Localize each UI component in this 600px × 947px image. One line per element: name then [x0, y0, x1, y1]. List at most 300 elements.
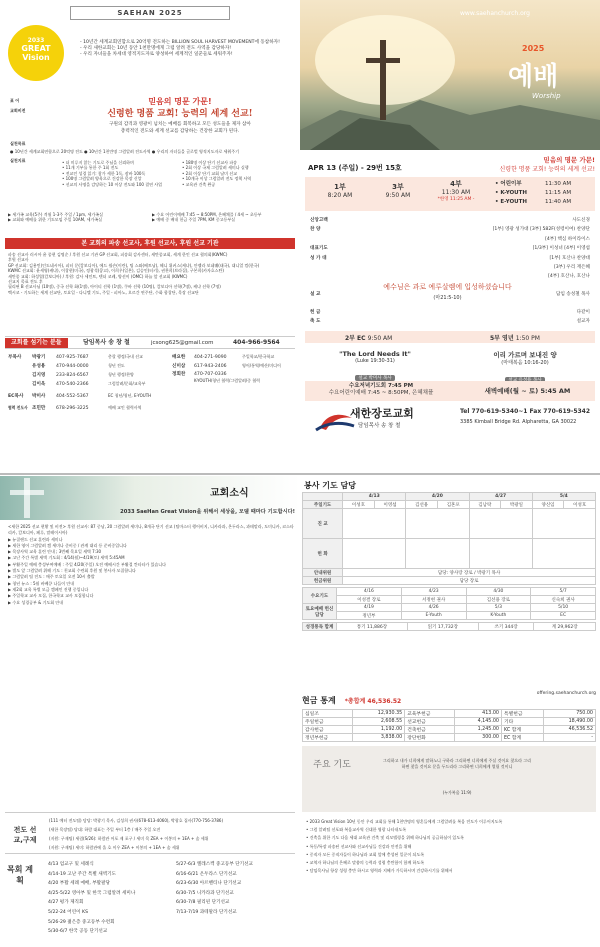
order-label: 찬 양 — [310, 227, 321, 233]
youth-name: 정년부 — [337, 612, 402, 620]
vision-badge — [8, 25, 64, 81]
sub-sermon-ref: (마태복음 10:16-20) — [501, 360, 549, 366]
back-left-panel — [0, 476, 300, 947]
fin-label: EC 합계 — [501, 734, 543, 742]
wed-bar — [305, 381, 595, 401]
fin-value: 300.00 — [455, 734, 502, 742]
staff-note: 청년 행정/찬양 — [108, 372, 134, 377]
service2-name: 2부 EC — [345, 335, 366, 342]
side-label: 실천목표 — [10, 141, 26, 146]
plan-item: 5/22-24 어린이 KS — [48, 909, 88, 915]
mission-line: 새만종 교회: 하성열(캄보디아) / 후원: 감사 세인트, 텐더 코레, 양선이 (OMC) 하늘 앞 선교회 (KWMC) — [8, 273, 188, 279]
fin-label: 특별헌금 — [501, 710, 543, 718]
summary-value: 통기 11,886장 — [337, 623, 408, 631]
slogan1: 믿음의 명문 가문! — [543, 156, 595, 164]
youth-row — [495, 198, 593, 207]
fin-label: 기타 — [501, 718, 543, 726]
contact-email[interactable]: jcsong625@gmail.com — [151, 340, 214, 346]
fin-label: 감사헌금 — [303, 726, 353, 734]
service-time: 8:20 AM — [327, 192, 353, 199]
mission-line: 선교지 목표 전도 후 — [8, 279, 43, 285]
youth-name: • E-YOUTH — [495, 199, 527, 205]
staff-row — [8, 354, 168, 363]
staff-name: 유성용 — [32, 364, 46, 369]
staff-note: 영어/통역/예산/미디어 — [242, 363, 281, 368]
plan-item: 4/13 엄교구 및 세례식 — [48, 862, 94, 867]
youth-time: 11:40 AM — [545, 199, 572, 205]
staff-name: 김지영 — [32, 373, 46, 378]
service-1 — [325, 182, 355, 199]
prayer-box-title: 주요 기도 — [313, 760, 351, 770]
prayer-cell: 담당 장로 — [343, 577, 596, 585]
church-address: 3385 Kimball Bridge Rd. Alpharetta, GA 30022 — [460, 419, 577, 425]
plan-item: 6/16-6/21 온두라스 단기선교 — [176, 871, 237, 877]
youth-date: 5/10 — [531, 604, 596, 612]
fin-value: 46,536.52 — [543, 726, 595, 734]
bullet: ▶ 교회와 예배를 위한 기도모임 주일 10AM, 세가족실 — [8, 217, 103, 223]
news-title: 교회소식 — [210, 488, 249, 499]
prayer-cell: 이성호 — [343, 501, 375, 509]
fin-value: 2,608.55 — [352, 718, 404, 726]
service2-1 — [490, 333, 540, 342]
cover-image — [300, 0, 600, 150]
news-item: ▶ 목장사역 교육 훈련 안내 ; 3번째 목요일 새벽 7:30 — [8, 549, 102, 555]
bullet: ▶ 세가족 교육(5주) 격월 1-3주 주일 / 1pm, 세가족실 — [8, 212, 104, 217]
prayer-cell — [469, 509, 532, 539]
mission-line: 파송 선교사 러시아 윤 종현 김명순 / 후원 선교 기관 GP 선교회, 피송회 감사센터, 새만종교회, 세계 한인 선교 협의회(KWMC) — [8, 252, 228, 257]
prayer-title: 봉사 기도 담당 — [304, 481, 356, 490]
finance-section — [302, 688, 596, 742]
plan-item: 4/27 평가 제직회 — [48, 900, 84, 906]
sched-item: (지원: 구재팀) 세림(S/26): 하람관 어포 제 포구 / 세미 목 ZEA + 이봉의 + 1EA + 솜 세위 — [49, 836, 209, 841]
cover-year: 2025 — [522, 44, 545, 53]
order-value: 다같이 — [576, 310, 590, 315]
wed-date: 4/16 — [337, 588, 402, 596]
sched-title: 전도 선교,구제 — [13, 826, 37, 844]
wed-name: 김선용 장로 — [466, 596, 531, 604]
practice-item: • 180명 이상 단기 선교사 파송 — [182, 160, 237, 165]
order-value: [1부] 영광 성가대 [3부] 582F(성령이여) 찬양단 — [492, 227, 590, 233]
plan-item: 5/26-29 젊은층 중고등부 수련회 — [48, 919, 115, 925]
fin-value: 12,930.35 — [352, 710, 404, 718]
mission-line: 후원 선교사 — [8, 257, 29, 263]
order-label: 대표기도 — [310, 246, 328, 252]
finance-title: 현금 통계 — [302, 696, 336, 705]
reading-right — [176, 860, 296, 918]
header-title: SAEHAN 2025 — [70, 6, 230, 20]
wed-prayer-dates — [303, 588, 596, 596]
vision-line1: GREAT — [21, 44, 51, 53]
prayer-row-label: 헌금위원 — [303, 577, 343, 585]
wed-name: 이성결 장로 — [337, 596, 402, 604]
side-label: 표 어 — [10, 98, 20, 103]
back-right-panel — [302, 478, 596, 947]
prayer-point: • 교역자 하나님의 은혜로 말씀의 능력과 성령 충만함이 함께 하도록 — [306, 860, 425, 866]
staff-phone[interactable]: 404-552-5367 — [56, 394, 89, 399]
sched-item: (111 예터 전도팀) 담당: 박광기 목사, 김성희 권사(678-613-4060), 박광호 집사(770-756-3786) — [49, 818, 224, 823]
prayer-cell: 김남락 — [469, 501, 501, 509]
summary-label: 성경통독 합계 — [303, 623, 337, 631]
prayer-row-label: 주일기도 — [303, 501, 343, 509]
front-left-panel — [0, 0, 300, 470]
fin-value: - — [543, 734, 595, 742]
service2-0 — [345, 333, 392, 342]
staff-phone[interactable]: 678-296-3225 — [56, 406, 89, 411]
church-pastor: 담임목사 송 창 철 — [358, 423, 401, 429]
vision-point: - 10년간 세계교회연합으로 20억명 전도하는 BILLION SOUL HARVEST MOVEMENT에 동참하자! — [80, 40, 280, 45]
staff-note: 주일학교/한국학교 — [242, 354, 275, 359]
mission-line: KWMC 선교회: 윤세영(케냐), 이창현(미국), 정광석(콩고), 이희우(일본), 김승인(터키), 권찬희(브라질), 구본희(카자흐스탄) — [8, 268, 224, 274]
practice-item: • 선교의 사명을 감당하는 10 이상 전도와 100 결연 사업 — [62, 181, 162, 187]
wed-name: 신숙희 권사 — [531, 596, 596, 604]
staff-row — [172, 354, 297, 363]
wed-left — [311, 383, 451, 397]
church-tel[interactable]: Tel 770-619-5340~1 Fax 770-619-5342 — [460, 408, 591, 415]
reading-title: 목회 계획 — [7, 865, 33, 885]
prayer-box-text: 그리하고 내가 너희에게 말하노니 구하라 그리하면 너희에게 주실 것이요 찾으라 그리하면 찾을 것이요 문을 두드리라 그리하면 너희에게 열릴 것이니 — [383, 758, 531, 769]
plan-item: 6/30-7/8 필리핀 단기선교 — [176, 900, 230, 906]
prayer-date: 5/4 — [532, 493, 595, 501]
youth-services — [495, 180, 593, 207]
staff-note: EC 청년/청년, E-YOUTH — [108, 393, 152, 398]
sub-sermon-1 — [310, 350, 440, 383]
worship-order-2 — [310, 308, 590, 327]
mission-line: 필리핀 B 선교사님 (10명), 중국 선학 화(1명), 아이티 선학 (1명), 쿠바 선학 (10명), 캄보디아 선학(7명), 케냐 선학 (7명) — [8, 284, 221, 290]
practice-item: • 교육관 건축 완공 — [182, 181, 216, 187]
staff-name: 박광기 — [32, 355, 46, 360]
fin-value: 18,490.00 — [543, 718, 595, 726]
summary-value: 읽기 17,732장 — [407, 623, 478, 631]
summary-value: 계 29,962장 — [534, 623, 596, 631]
staff-note: 청년 전도 — [108, 363, 125, 368]
mission-line: GP 선교회: 김용민(인도네시아), 피터 문(캄보디아), 에드 윌슨(이란), 팀 스와(베트남), 헤니 위커스(케냐), 안젤라 보네퀘(태국), 대니얼 킴(한국) — [8, 262, 260, 268]
plan-item: 6/30-7/5 니카라과 단기선교 — [176, 890, 234, 896]
prayer-cell: 박광일 — [501, 501, 533, 509]
staff-note: K-YOUTH/청년 협력/그럼알려/중 협력 — [194, 378, 261, 383]
news-sub: 2033 SaeHan Great Vision을 위해서 세상을, 모델 때마다 기도합시다! — [120, 509, 295, 515]
staff-role: EC목사 — [8, 394, 24, 399]
staff-phone[interactable]: 404-271-9090 — [194, 355, 227, 360]
prayer-cell — [406, 539, 469, 569]
prayer-date: 4/13 — [343, 493, 406, 501]
wed-date: 5/7 — [531, 588, 596, 596]
banner-line2: 신령한 명품 교회! 능력의 세계 선교! — [107, 109, 253, 119]
order-row — [310, 263, 590, 272]
youth-name: K-Youth — [466, 612, 531, 620]
staff-name: 김이욱 — [32, 382, 46, 387]
news-list — [8, 524, 295, 606]
order-row — [310, 216, 590, 225]
corner-cell — [303, 493, 343, 501]
prayer-date: 4/27 — [469, 493, 532, 501]
cover-sub: Worship — [532, 92, 561, 100]
youth-name: • 어린이부 — [495, 181, 522, 187]
news-item: ▶ 제2회 교육 특별 모금 캠페인 진행 중입니다 — [8, 586, 89, 592]
finance-row — [303, 718, 596, 726]
wed-prayer-names — [303, 596, 596, 604]
prayer-point: • 담임목사님 항상 성령 충만 하시고 영력과 지혜가 가득하시며 건강하시기를 위해서 — [306, 868, 453, 874]
mission-title: 본 교회의 파송 선교사, 후원 선교사, 후원 선교 기관 — [5, 238, 295, 249]
wed-date: 4/30 — [466, 588, 531, 596]
staff-note: 예배 교인 협력사역 — [108, 405, 142, 410]
prayer-cell: 담당: 양사랑 장로 / 박광기 목사 — [343, 569, 596, 577]
service-date: APR 13 (주일) - 29번 15호 — [308, 164, 402, 172]
finance-row — [303, 734, 596, 742]
order-label: 신앙고백 — [310, 218, 328, 223]
plan-item: 5/27-6/3 엘레스켁 중고등부 단기선교 — [176, 862, 253, 867]
youth-row — [495, 189, 593, 198]
youth-name: • K-YOUTH — [495, 190, 527, 196]
plan-item: 5/30-6/7 한국 공동 단기선교 — [48, 929, 108, 935]
prayer-cell — [532, 539, 595, 569]
prayer-box-ref: (누가복음 11:9) — [442, 790, 472, 795]
prayer-row — [303, 577, 596, 585]
staff-name: 배요한 — [172, 355, 186, 360]
vision-point: - 우리 새한교회는 10년 동안 1천만명에게 그럼 알려 전도 사역을 감당하자! — [80, 46, 232, 51]
order-value: [1/3부] 이성녀 [4부] 이영섭 — [532, 246, 590, 252]
sermon-quote: 예수님은 과로 예루살렘에 입성하셨습니다 — [383, 283, 512, 291]
service-time: 11:30 AM — [441, 189, 471, 196]
prayer-row-label: 헌 화 — [303, 539, 343, 569]
fin-label: KC 합계 — [501, 726, 543, 734]
staff-row — [8, 381, 168, 390]
order-row — [310, 244, 590, 253]
fin-label: 장단헌화 — [405, 734, 455, 742]
youth-date: 5/3 — [466, 604, 531, 612]
staff-phone[interactable]: 470-540-2366 — [56, 382, 89, 387]
bullets-left — [8, 212, 148, 223]
fin-label: 주일헌금 — [303, 718, 353, 726]
summary-row — [303, 623, 596, 631]
prayer-point: • 건축을 위한 기도 다음 세대 교육관 건축 및 리모델링을 위해 하나님의 공급하심이 있도록 — [306, 835, 464, 841]
order-row — [310, 235, 590, 244]
news-item: ▶ 청년 뉴스 : 5월 바베큐 나들이 안내 — [8, 580, 75, 586]
sub-sermon-preacher: 설교 박미사 목사 — [355, 375, 394, 381]
order-value: [3부] 우리 재은혜 — [553, 265, 590, 271]
contact-title: 교회를 섬기는 분들 — [5, 338, 68, 348]
prayer-cell: 김선용 — [406, 501, 438, 509]
services2-bar — [305, 331, 595, 343]
cover-title: 예배 — [508, 62, 559, 92]
prayer-date: 4/20 — [406, 493, 469, 501]
fin-label: 건축헌금 — [405, 726, 455, 734]
wed-line2: 수요어린이예배 7:45 ~ 8:50PM, 은혜채플 — [328, 390, 434, 396]
fin-value: 1,245.00 — [455, 726, 502, 734]
reading-left — [48, 860, 168, 937]
fin-label: 선교헌금 — [405, 718, 455, 726]
sched-list — [49, 816, 291, 852]
wed-prayer-label: 수요기도 — [303, 588, 337, 604]
staff-note: 그럼알려/문화/교육부 — [108, 381, 146, 386]
church-name: 새한장로교회 — [350, 407, 414, 420]
mission-lines — [8, 252, 293, 295]
prayer-cell — [343, 509, 406, 539]
contact-pastor: 담임목사 송 창 철 — [83, 339, 130, 346]
staff-phone[interactable]: 470-707-0336 — [194, 372, 227, 377]
staff-phone[interactable]: 407-925-7687 — [56, 355, 89, 360]
sub-sermon-title: 이리 가르며 보내진 양 — [493, 351, 557, 359]
staff-left — [8, 354, 168, 414]
practice-left — [62, 160, 177, 187]
cover-url[interactable]: www.saehanchurch.org — [460, 10, 530, 17]
youth-time: 11:30 AM — [545, 181, 572, 187]
service2-time: 9:50 AM — [367, 335, 393, 342]
staff-phone[interactable]: 470-944-0000 — [56, 364, 89, 369]
bullet: ▶ 예배 중 배내 헌금 주일 7PM, KM 중고등부실 — [152, 217, 236, 223]
order-value: [4부] 핵심 하이라이스 — [545, 236, 590, 242]
target: ● 10년간 세계교회연합으로 20억명 전도 ● 10년간 1천만명 그럼알려 전도사역 ● 우리의 자녀들을 글로벌 영적지도자로 세워주기 — [10, 149, 239, 154]
fin-label: 십일조 — [303, 710, 353, 718]
prayer-row-label: 진 교 — [303, 509, 343, 539]
practice-item: • 11개 기부를 통한 주 1회 전도 — [62, 165, 119, 171]
youth-row — [495, 180, 593, 189]
order-row — [310, 308, 590, 317]
practice-item: • 2회 이상 단기 교회 남미 선교 — [182, 170, 238, 176]
youth-prayer-names — [303, 612, 596, 620]
staff-row — [172, 363, 297, 372]
wed-line1: 수요저녁기도회 7:45 PM — [348, 383, 414, 389]
services-box — [305, 177, 595, 211]
fin-value: 4,145.00 — [455, 718, 502, 726]
service-name: 4부 — [450, 180, 462, 188]
order-row — [310, 272, 590, 281]
youth-time: 11:15 AM — [545, 190, 572, 196]
side-label: 교회비전 — [10, 108, 26, 113]
sched-box — [5, 812, 295, 854]
prayer-row-label: 안내위원 — [303, 569, 343, 577]
news-item: ▶ 그럼알려 팀 전도 : 매주 토요일 오전 10시 출발 — [8, 574, 95, 580]
wed-name: 서정현 권사 — [401, 596, 466, 604]
plan-item: 4/20 부활 세례 예배, 부활팔당 — [48, 881, 110, 887]
mission-line: 멕시코 - 기도하는 세계 선교단, 토요일 - 다니엘 기도, 주일 - 피아노, 오르간 연주단, 수화 합창단, 목장 선교단 — [8, 289, 199, 295]
prayer-row — [303, 509, 596, 539]
finance-table — [302, 709, 596, 742]
prayer-dates-row — [303, 493, 596, 501]
side-label: 실천지표 — [10, 158, 26, 163]
sermon-ref: (마21:5-10) — [433, 295, 462, 301]
staff-name: 박미사 — [32, 394, 46, 399]
youth-name: E-Youth — [401, 612, 466, 620]
intro1: 구원의 감격과 영광이 넘치는 예배를 회복하고 모든 성도들을 제자 삼아 — [109, 122, 251, 127]
service-time: 9:50 AM — [385, 192, 411, 199]
staff-row — [8, 363, 168, 372]
news-item: ▶ 주일학교 교사 모집, 한국학교 교사 모집합니다 — [8, 593, 94, 599]
plan-item: 4/25-5/22 영아부 및 한국 그럼알려 세미나 — [48, 890, 136, 896]
prayer-cell — [469, 539, 532, 569]
fin-label: 교육부헌금 — [405, 710, 455, 718]
news-item: ▶ 뉴질랜드 선교 훈련과 세미나 — [8, 536, 63, 542]
service-4 — [427, 179, 485, 202]
contact-bar — [5, 336, 295, 349]
practice-item: • 10개국 이상 그럼알려 전도 정책 사역 — [182, 176, 252, 182]
staff-role: 협력 전도사 — [8, 405, 28, 410]
fin-value: 750.00 — [543, 710, 595, 718]
bullets-right — [152, 212, 297, 223]
staff-note: 총괄 행정/국내 선교 — [108, 354, 143, 359]
cover-panel — [300, 0, 600, 470]
staff-phone[interactable]: 617-943-2406 — [194, 364, 227, 369]
finance-url[interactable]: offering.saehanchurch.org — [536, 691, 596, 696]
finance-total: *총합계 46,536.52 — [344, 698, 402, 705]
prayer-points — [306, 818, 594, 875]
fin-label: 정년부헌금 — [303, 734, 353, 742]
service2-time: 1:50 PM — [515, 335, 540, 342]
staff-row — [8, 372, 168, 381]
prayer-verse-box — [302, 746, 596, 812]
sched-item: (지원: 구재팀) 세미: 하람관에 울 호 이우 ZEA + 이봉의 + 1EA + 솜 세위 — [49, 845, 180, 850]
prayer-table — [302, 492, 596, 631]
fin-value: 1,192.00 — [352, 726, 404, 734]
contact-phone[interactable]: 404-966-9564 — [233, 339, 280, 346]
youth-date: 4/19 — [337, 604, 402, 612]
sub-sermon-title: "The Lord Needs It" — [339, 350, 411, 358]
news-header-image — [0, 476, 300, 520]
vision-year: 2033 — [27, 37, 45, 44]
plan-item: 6/23-6/30 아르헨티나 단기선교 — [176, 881, 242, 887]
sub-sermon-2 — [460, 350, 590, 385]
order-label: 성 가 대 — [310, 255, 327, 261]
order-value: [1부] 호산나 찬양대 — [549, 255, 590, 261]
practice-item: • 더 미루지 않는 기도로 주님을 신뢰하며 — [62, 160, 134, 165]
prayer-cell: 양신임 — [532, 501, 564, 509]
wed-date: 4/23 — [401, 588, 466, 596]
cross-icon — [0, 476, 60, 520]
staff-phone[interactable]: 233-824-6567 — [56, 373, 89, 378]
youth-name: EC — [531, 612, 596, 620]
staff-name: 조민만 — [32, 406, 46, 411]
fin-value: 413.00 — [455, 710, 502, 718]
youth-date: 4/26 — [401, 604, 466, 612]
plan-item: 7/13-7/19 과테말라 단기선교 — [176, 909, 237, 915]
finance-row — [303, 726, 596, 734]
news-item: ▶ 부활주일 예배 충성부여예배 : 주일 4/20(주일) 오전 예배시간 부활절 칸타타가 있습니다 — [8, 561, 167, 567]
order-value: [4부] 호산나, 호산나 — [548, 274, 590, 280]
page-divider — [0, 473, 600, 475]
news-item: ▶ 새한 영어 그럼알려 캠 세미나 준비중 / 관계 대리 등 준비중입니다 — [8, 542, 127, 548]
prayer-cell: 이성호 — [564, 501, 596, 509]
vision-points — [80, 40, 285, 58]
prayer-point: • 특동/특장 파송된 선교사와 선교사님들 건강과 안전을 위해 — [306, 843, 412, 849]
vision-line2: Vision — [22, 53, 50, 62]
prayer-row — [303, 569, 596, 577]
staff-row — [172, 372, 297, 386]
prayer-cell — [406, 509, 469, 539]
prayer-point: • 2033 Great Vision 10년 동안 우리 교회를 통해 1천만명의 영혼들에게 그럼알려를 복음 전도가 이루어지도록 — [306, 819, 503, 824]
bullet: ▶ 수요 어린이예배 7:45 ~ 8:50PM, 은혜채플 / 4세 ~ 초등부 — [152, 212, 262, 217]
sched-item: (새한 목장팀) 당대: 하람 대표는 주일 부터 1층 / 매주 주일 오전 — [49, 827, 161, 832]
practice-item: • 2회 이상 국제 그럼알려 세미나 실행 — [182, 165, 249, 171]
prayer-cell: 이영섭 — [374, 501, 406, 509]
practice-item: • 100명 그럼알려 양육으로 건강한 목장 신앙 — [62, 176, 142, 182]
practice-right — [182, 160, 294, 187]
prayer-cell — [532, 509, 595, 539]
news-item: ▶ 별도 앞 그럼알려 위해 기도 : 친교회 수련회 후원 및 봉사자 모집합니다 — [8, 568, 136, 574]
prayer-cell: 김혼포 — [437, 501, 469, 509]
fin-value: 3,838.00 — [352, 734, 404, 742]
staff-name: 신미삼 — [172, 364, 186, 369]
vision-point: - 우리 자녀들을 차세대 영적지도자로 양성하여 세계적인 일꾼들로 세워주자! — [80, 52, 233, 57]
staff-right — [172, 354, 297, 386]
prayer-point: • 중직자 모든 중직자들이 하나님과 교회 앞에 충성된 일꾼이 되도록 — [306, 851, 425, 857]
news-item: ▶ 수요 성경공부 & 기도회 안내 — [8, 599, 64, 605]
news-item: ▶ 고난 주간 특별 새벽 기도회 : 4/14(월)~4/19(토) 새벽 5:45AM — [8, 555, 125, 561]
intro2: 총력적인 전도와 세계 선교를 감당하는 건강한 교회가 된다. — [120, 129, 240, 134]
staff-name: 정회찬 — [172, 372, 186, 377]
order-value: 설교자 — [576, 319, 590, 325]
order-row — [310, 225, 590, 234]
prayer-point: • 그럼 알려팀 선포와 복음교사역 신대한 영광 나타내도록 — [306, 827, 407, 833]
youth-prayer-dates — [303, 604, 596, 612]
